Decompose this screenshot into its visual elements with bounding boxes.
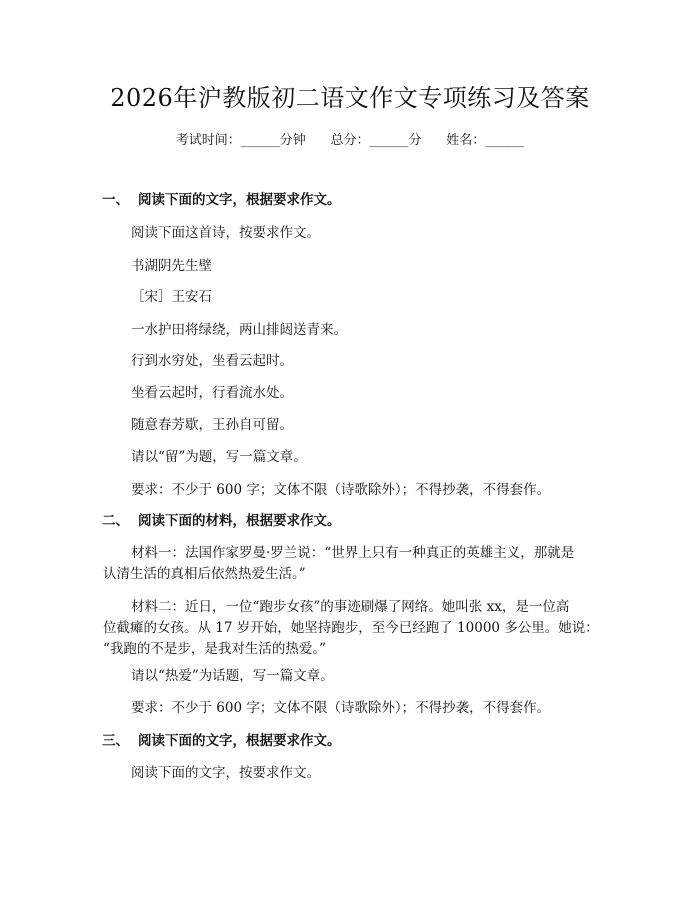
document-title: 2026年沪教版初二语文作文专项练习及答案	[110, 84, 590, 112]
section-heading-text: 阅读下面的材料，根据要求作文。	[138, 513, 341, 529]
material-line: 认清生活的真相后依然热爱生活。”	[103, 566, 306, 582]
section-number: 三、	[102, 733, 129, 749]
poem-line: 一水护田将绿绕，两山排闼送青来。	[131, 322, 347, 338]
poem-line: 行到水穷处，坐看云起时。	[131, 353, 293, 369]
exam-info-line: 考试时间：______分钟 总分：______分 姓名：______	[175, 133, 525, 148]
section-heading	[102, 511, 341, 531]
material-line: 材料二：近日，一位“跑步女孩”的事迹刷爆了网络。她叫张 xx，是一位高	[131, 599, 570, 615]
material-line: 位截瘫的女孩。从 17 岁开始，她坚持跑步，至今已经跑了 10000 多公里。她说：	[103, 620, 599, 636]
prompt-line: 请以“热爱”为话题，写一篇文章。	[131, 668, 334, 684]
material-line: “我跑的不是步，是我对生活的热爱。”	[103, 641, 327, 657]
section-number: 二、	[102, 513, 129, 529]
poem-author: ［宋］王安石	[131, 289, 212, 305]
paragraph: 阅读下面的文字，按要求作文。	[131, 765, 320, 781]
section-heading	[102, 731, 341, 751]
section-heading	[102, 190, 341, 210]
requirement-line: 要求：不少于 600 字；文体不限（诗歌除外）；不得抄袭，不得套作。	[131, 700, 551, 716]
material-line: 材料一：法国作家罗曼·罗兰说：“世界上只有一种真正的英雄主义，那就是	[131, 545, 575, 561]
poem-title: 书湖阴先生壁	[131, 258, 212, 274]
paragraph: 阅读下面这首诗，按要求作文。	[131, 225, 320, 241]
poem-line: 随意春芳歇，王孙自可留。	[131, 417, 293, 433]
requirement-line: 要求：不少于 600 字；文体不限（诗歌除外）；不得抄袭，不得套作。	[131, 482, 551, 498]
prompt-line: 请以“留”为题，写一篇文章。	[131, 449, 307, 465]
section-number: 一、	[102, 192, 129, 208]
section-heading-text: 阅读下面的文字，根据要求作文。	[138, 192, 341, 208]
poem-line: 坐看云起时，行看流水处。	[131, 385, 293, 401]
section-heading-text: 阅读下面的文字，根据要求作文。	[138, 733, 341, 749]
